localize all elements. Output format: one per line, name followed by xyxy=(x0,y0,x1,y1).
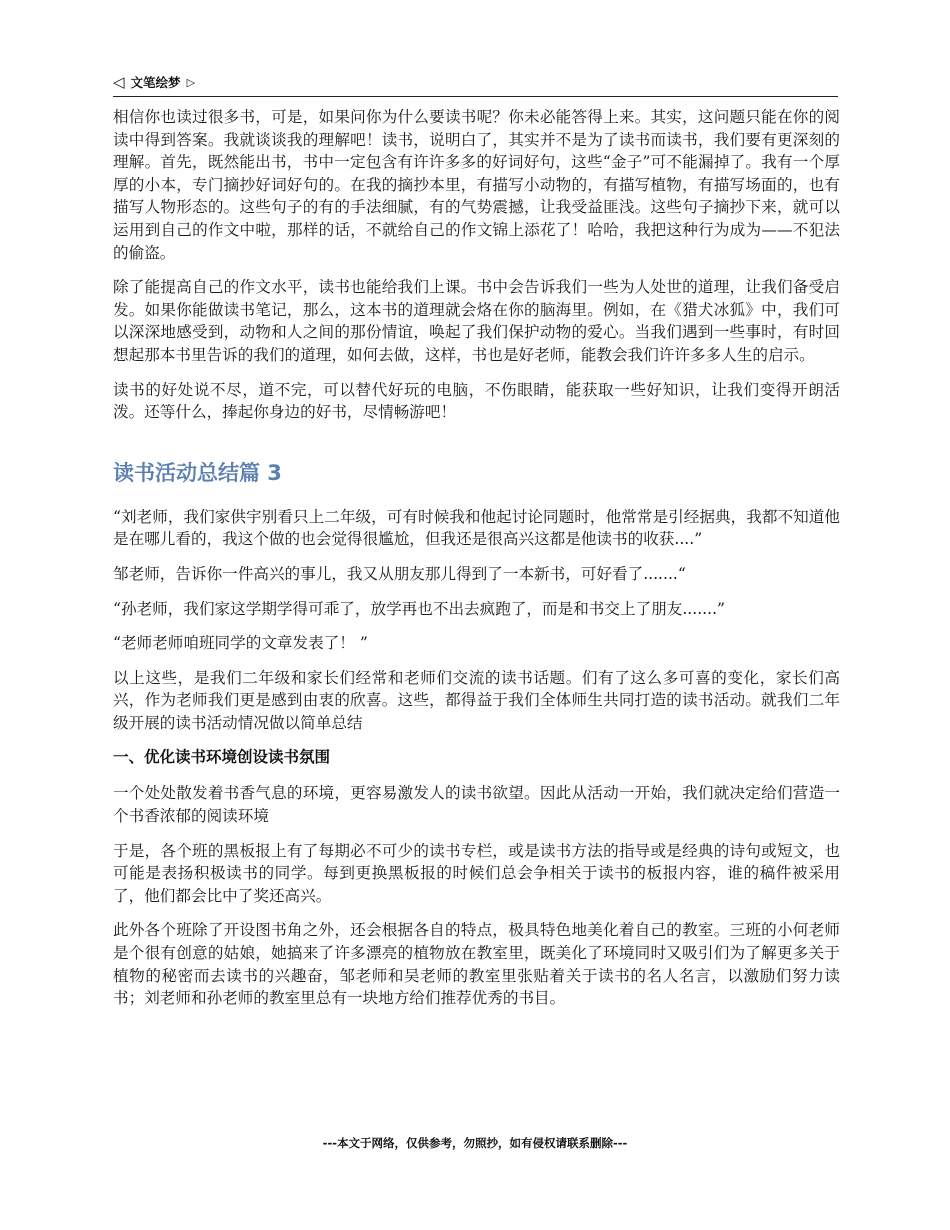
section-paragraph-5: 以上这些，是我们二年级和家长们经常和老师们交流的读书话题。们有了这么多可喜的变化，家长们高兴，作为老师我们更是感到由衷的欣喜。这些，都得益于我们全体师生共同打造的读书活动。就我们二年级开展的读书活动情况做以简单总结 xyxy=(113,668,840,732)
subsection-title: 一、优化读书环境创设读书氛围 xyxy=(113,748,331,767)
section-title: 读书活动总结篇 3 xyxy=(113,460,282,485)
section-paragraph-3: “孙老师，我们家这学期学得可乖了，放学再也不出去疯跑了，而是和书交上了朋友.......” xyxy=(113,599,726,618)
intro-paragraph-2: 除了能提高自己的作文水平，读书也能给我们上课。书中会告诉我们一些为人处世的道理，让我们备受启发。如果你能做读书笔记，那么，这本书的道理就会烙在你的脑海里。例如，在《猎犬冰狐》中，我们可以深深地感受到，动物和人之间的那份情谊，唤起了我们保护动物的爱心。当我们遇到一些事时，有时回想起那本书里告诉的我们的道理，如何去做，这样，书也是好老师，能教会我们许许多多人生的启示。 xyxy=(113,278,840,364)
section-paragraph-2: 邹老师，告诉你一件高兴的事儿，我又从朋友那儿得到了一本新书，可好看了.......“ xyxy=(113,564,686,583)
sub-paragraph-3: 此外各个班除了开设图书角之外，还会根据各自的特点，极具特色地美化着自己的教室。三班的小何老师是个很有创意的姑娘，她搞来了许多漂亮的植物放在教室里，既美化了环境同时又吸引们为了解更多关于植物的秘密而去读书的兴趣奋，邹老师和吴老师的教室里张贴着关于读书的名人名言，以激励们努力读书；刘老师和孙老师的教室里总有一块地方给们推荐优秀的书目。 xyxy=(113,921,840,1008)
brand-name: 文笔绘梦 xyxy=(130,75,181,90)
sub-paragraph-1: 一个处处散发着书香气息的环境，更容易激发人的读书欲望。因此从活动一开始，我们就决定给们营造一个书香浓郁的阅读环境 xyxy=(113,784,840,826)
header-brand xyxy=(113,73,195,91)
document-body xyxy=(113,106,840,1022)
page-footer: ---本文于网络，仅供参考，勿照抄，如有侵权请联系删除--- xyxy=(322,1136,628,1150)
triangle-left-icon: ◁ xyxy=(113,72,125,91)
intro-paragraph-1: 相信你也读过很多书，可是，如果问你为什么要读书呢？你未必能答得上来。其实，这问题只能在你的阅读中得到答案。我就谈谈我的理解吧！读书，说明白了，其实并不是为了读书而读书，我们要有更深刻的理解。首先，既然能出书，书中一定包含有许许多多的好词好句，这些“金子”可不能漏掉了。我有一个厚厚的小本，专门摘抄好词好句的。在我的摘抄本里，有描写小动物的，有描写植物，有描写场面的，也有描写人物形态的。这些句子的有的手法细腻，有的气势震撼，让我受益匪浅。这些句子摘抄下来，就可以运用到自己的作文中啦，那样的话，不就给自己的作文锦上添花了！哈哈，我把这种行为成为——不犯法的偷盗。 xyxy=(113,108,840,262)
section-paragraph-4: “老师老师咱班同学的文章发表了！ ” xyxy=(113,634,368,653)
section-paragraph-1: “刘老师，我们家供宇别看只上二年级，可有时候我和他起讨论同题时，他常常是引经据典，我都不知道他是在哪儿看的，我这个做的也会觉得很尴尬，但我还是很高兴这都是他读书的收获....” xyxy=(113,507,840,549)
page-header xyxy=(113,70,838,97)
sub-paragraph-2: 于是，各个班的黑板报上有了每期必不可少的读书专栏，或是读书方法的指导或是经典的诗句或短文，也可能是表扬积极读书的同学。每到更换黑板报的时候们总会争相关于读书的板报内容，谁的稿件被采用了，他们都会比中了奖还高兴。 xyxy=(113,841,840,905)
intro-paragraph-3: 读书的好处说不尽，道不完，可以替代好玩的电脑，不伤眼睛，能获取一些好知识，让我们变得开朗活泼。还等什么，捧起你身边的好书，尽情畅游吧！ xyxy=(113,380,840,422)
triangle-right-icon: ▷ xyxy=(186,75,196,89)
